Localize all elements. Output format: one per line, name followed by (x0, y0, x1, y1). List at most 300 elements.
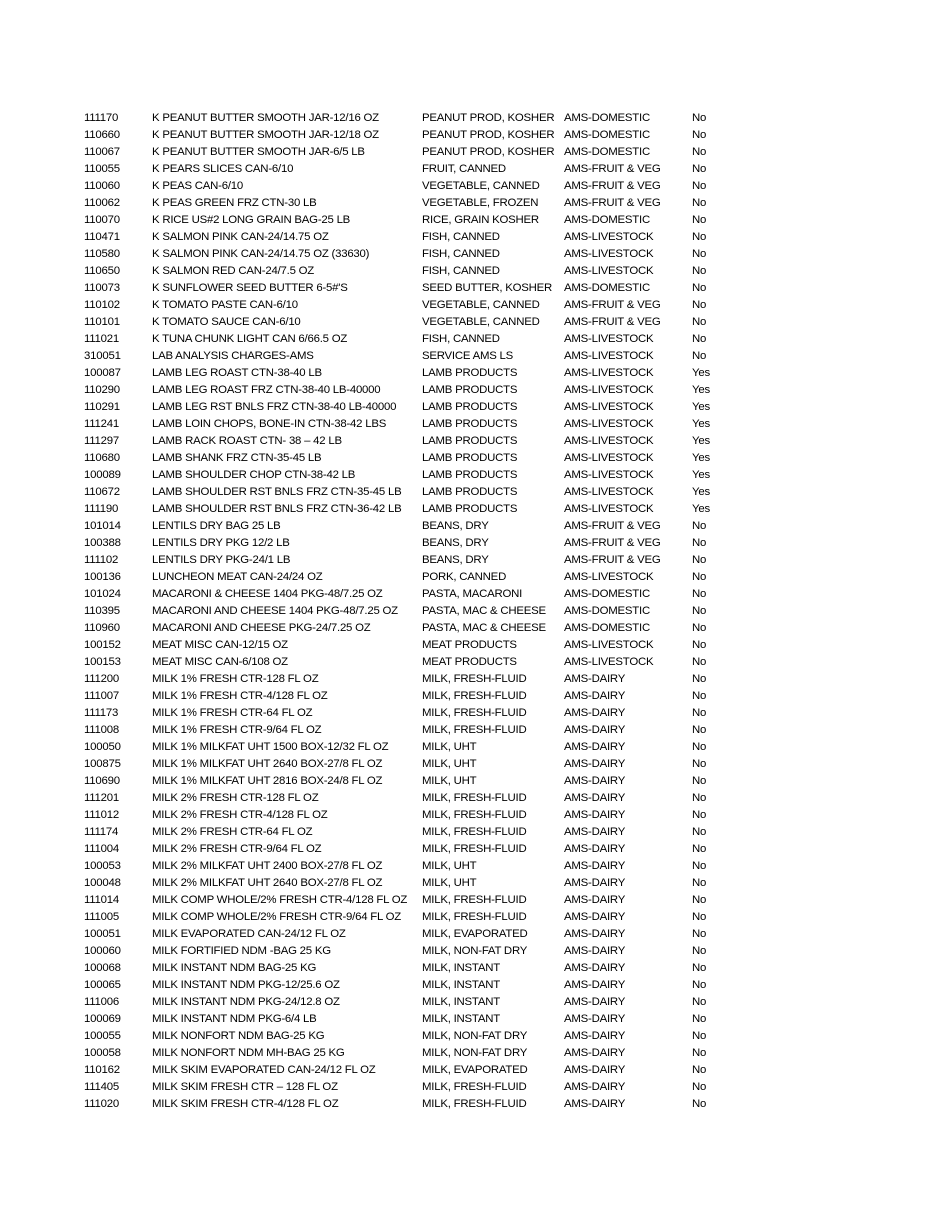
material-code-cell: 100053 (84, 860, 121, 872)
program-cell: AMS-LIVESTOCK (564, 571, 654, 583)
domestic-flag-cell: Yes (692, 486, 710, 498)
description-cell: MEAT MISC CAN-6/108 OZ (152, 656, 288, 668)
category-cell: VEGETABLE, CANNED (422, 299, 540, 311)
program-cell: AMS-DAIRY (564, 911, 626, 923)
domestic-flag-cell: Yes (692, 418, 710, 430)
domestic-flag-cell: No (692, 554, 707, 566)
table-row (84, 1028, 724, 1045)
description-cell: MILK 1% MILKFAT UHT 2816 BOX-24/8 FL OZ (152, 775, 383, 787)
domestic-flag-cell: No (692, 1030, 707, 1042)
category-cell: LAMB PRODUCTS (422, 452, 518, 464)
table-row (84, 637, 724, 654)
description-cell: LAMB RACK ROAST CTN- 38 – 42 LB (152, 435, 342, 447)
description-cell: MILK INSTANT NDM BAG-25 KG (152, 962, 317, 974)
table-row (84, 654, 724, 671)
table-row (84, 314, 724, 331)
description-cell: LAMB LOIN CHOPS, BONE-IN CTN-38-42 LBS (152, 418, 387, 430)
description-cell: MACARONI AND CHEESE 1404 PKG-48/7.25 OZ (152, 605, 398, 617)
material-code-cell: 101014 (84, 520, 121, 532)
material-code-cell: 111241 (84, 418, 119, 430)
table-row (84, 773, 724, 790)
description-cell: MILK 1% FRESH CTR-128 FL OZ (152, 673, 319, 685)
program-cell: AMS-LIVESTOCK (564, 384, 654, 396)
material-code-cell: 110062 (84, 197, 120, 209)
domestic-flag-cell: No (692, 775, 707, 787)
description-cell: LAMB SHOULDER RST BNLS FRZ CTN-35-45 LB (152, 486, 402, 498)
domestic-flag-cell: No (692, 724, 707, 736)
category-cell: PASTA, MAC & CHEESE (422, 605, 546, 617)
program-cell: AMS-DOMESTIC (564, 282, 650, 294)
description-cell: MILK 1% FRESH CTR-4/128 FL OZ (152, 690, 328, 702)
category-cell: MILK, UHT (422, 860, 477, 872)
domestic-flag-cell: No (692, 996, 707, 1008)
description-cell: MILK COMP WHOLE/2% FRESH CTR-4/128 FL OZ (152, 894, 408, 906)
material-code-cell: 110680 (84, 452, 120, 464)
material-code-cell: 111004 (84, 843, 119, 855)
program-cell: AMS-LIVESTOCK (564, 265, 654, 277)
material-code-cell: 111014 (84, 894, 119, 906)
material-code-cell: 111020 (84, 1098, 119, 1110)
category-cell: LAMB PRODUCTS (422, 418, 518, 430)
program-cell: AMS-LIVESTOCK (564, 231, 654, 243)
material-code-cell: 110395 (84, 605, 120, 617)
domestic-flag-cell: Yes (692, 367, 710, 379)
category-cell: MILK, UHT (422, 775, 477, 787)
description-cell: LAMB SHOULDER RST BNLS FRZ CTN-36-42 LB (152, 503, 402, 515)
material-code-cell: 110660 (84, 129, 120, 141)
table-row (84, 178, 724, 195)
table-row (84, 960, 724, 977)
domestic-flag-cell: No (692, 1081, 707, 1093)
category-cell: MILK, EVAPORATED (422, 928, 528, 940)
category-cell: PEANUT PROD, KOSHER (422, 146, 555, 158)
description-cell: K PEANUT BUTTER SMOOTH JAR-12/18 OZ (152, 129, 379, 141)
domestic-flag-cell: No (692, 1064, 707, 1076)
table-row (84, 331, 724, 348)
description-cell: K PEARS SLICES CAN-6/10 (152, 163, 294, 175)
table-row (84, 552, 724, 569)
program-cell: AMS-DAIRY (564, 928, 626, 940)
domestic-flag-cell: No (692, 248, 707, 260)
program-cell: AMS-FRUIT & VEG (564, 520, 661, 532)
table-row (84, 739, 724, 756)
domestic-flag-cell: No (692, 1098, 707, 1110)
category-cell: MEAT PRODUCTS (422, 639, 517, 651)
program-cell: AMS-LIVESTOCK (564, 418, 654, 430)
program-cell: AMS-LIVESTOCK (564, 401, 654, 413)
category-cell: BEANS, DRY (422, 554, 489, 566)
domestic-flag-cell: Yes (692, 435, 710, 447)
table-row (84, 501, 724, 518)
table-row (84, 161, 724, 178)
domestic-flag-cell: No (692, 894, 707, 906)
material-code-cell: 100060 (84, 945, 121, 957)
program-cell: AMS-DAIRY (564, 1081, 626, 1093)
description-cell: MILK 1% FRESH CTR-64 FL OZ (152, 707, 313, 719)
description-cell: K TOMATO PASTE CAN-6/10 (152, 299, 298, 311)
description-cell: MACARONI AND CHEESE PKG-24/7.25 OZ (152, 622, 371, 634)
table-row (84, 909, 724, 926)
category-cell: MEAT PRODUCTS (422, 656, 517, 668)
material-code-cell: 110290 (84, 384, 120, 396)
material-code-cell: 100051 (84, 928, 121, 940)
program-cell: AMS-DAIRY (564, 673, 626, 685)
program-cell: AMS-DAIRY (564, 962, 626, 974)
domestic-flag-cell: Yes (692, 469, 710, 481)
program-cell: AMS-DAIRY (564, 843, 626, 855)
table-row (84, 399, 724, 416)
material-code-cell: 100388 (84, 537, 121, 549)
category-cell: LAMB PRODUCTS (422, 367, 518, 379)
program-cell: AMS-DOMESTIC (564, 129, 650, 141)
material-code-cell: 100050 (84, 741, 121, 753)
material-code-cell: 100136 (84, 571, 121, 583)
category-cell: MILK, NON-FAT DRY (422, 1047, 528, 1059)
description-cell: MACARONI & CHEESE 1404 PKG-48/7.25 OZ (152, 588, 383, 600)
domestic-flag-cell: No (692, 146, 707, 158)
domestic-flag-cell: No (692, 911, 707, 923)
description-cell: MILK 2% MILKFAT UHT 2400 BOX-27/8 FL OZ (152, 860, 383, 872)
program-cell: AMS-DAIRY (564, 1013, 626, 1025)
domestic-flag-cell: No (692, 945, 707, 957)
description-cell: MILK NONFORT NDM BAG-25 KG (152, 1030, 325, 1042)
program-cell: AMS-DAIRY (564, 809, 626, 821)
category-cell: RICE, GRAIN KOSHER (422, 214, 539, 226)
description-cell: K SUNFLOWER SEED BUTTER 6-5#'S (152, 282, 348, 294)
material-code-cell: 111174 (84, 826, 119, 838)
domestic-flag-cell: No (692, 741, 707, 753)
description-cell: K RICE US#2 LONG GRAIN BAG-25 LB (152, 214, 351, 226)
domestic-flag-cell: No (692, 571, 707, 583)
program-cell: AMS-LIVESTOCK (564, 469, 654, 481)
material-code-cell: 110690 (84, 775, 120, 787)
description-cell: MILK 1% MILKFAT UHT 1500 BOX-12/32 FL OZ (152, 741, 389, 753)
category-cell: VEGETABLE, CANNED (422, 316, 540, 328)
material-code-cell: 111008 (84, 724, 119, 736)
category-cell: MILK, FRESH-FLUID (422, 809, 527, 821)
material-code-cell: 111405 (84, 1081, 119, 1093)
description-cell: K SALMON PINK CAN-24/14.75 OZ (152, 231, 329, 243)
table-row (84, 280, 724, 297)
domestic-flag-cell: No (692, 690, 707, 702)
description-cell: K SALMON PINK CAN-24/14.75 OZ (33630) (152, 248, 370, 260)
table-row (84, 620, 724, 637)
category-cell: FISH, CANNED (422, 333, 500, 345)
description-cell: LAB ANALYSIS CHARGES-AMS (152, 350, 314, 362)
domestic-flag-cell: No (692, 843, 707, 855)
program-cell: AMS-LIVESTOCK (564, 503, 654, 515)
table-row (84, 433, 724, 450)
domestic-flag-cell: No (692, 299, 707, 311)
table-row (84, 144, 724, 161)
description-cell: MILK FORTIFIED NDM -BAG 25 KG (152, 945, 331, 957)
table-row (84, 603, 724, 620)
table-row (84, 518, 724, 535)
program-cell: AMS-DAIRY (564, 945, 626, 957)
table-row (84, 467, 724, 484)
category-cell: PORK, CANNED (422, 571, 507, 583)
table-row (84, 535, 724, 552)
description-cell: K PEAS GREEN FRZ CTN-30 LB (152, 197, 317, 209)
program-cell: AMS-DAIRY (564, 741, 626, 753)
category-cell: MILK, FRESH-FLUID (422, 707, 527, 719)
program-cell: AMS-DAIRY (564, 996, 626, 1008)
description-cell: LUNCHEON MEAT CAN-24/24 OZ (152, 571, 323, 583)
description-cell: LAMB LEG RST BNLS FRZ CTN-38-40 LB-40000 (152, 401, 397, 413)
material-code-cell: 111006 (84, 996, 119, 1008)
table-row (84, 688, 724, 705)
material-code-cell: 100069 (84, 1013, 121, 1025)
program-cell: AMS-FRUIT & VEG (564, 299, 661, 311)
material-code-cell: 110291 (84, 401, 120, 413)
domestic-flag-cell: No (692, 792, 707, 804)
category-cell: MILK, NON-FAT DRY (422, 945, 528, 957)
program-cell: AMS-DAIRY (564, 1098, 626, 1110)
material-code-cell: 111012 (84, 809, 119, 821)
domestic-flag-cell: No (692, 877, 707, 889)
table-row (84, 790, 724, 807)
category-cell: PEANUT PROD, KOSHER (422, 112, 555, 124)
program-cell: AMS-DAIRY (564, 894, 626, 906)
table-row (84, 263, 724, 280)
material-code-cell: 111297 (84, 435, 119, 447)
material-code-cell: 111007 (84, 690, 119, 702)
description-cell: LENTILS DRY PKG 12/2 LB (152, 537, 290, 549)
table-row (84, 348, 724, 365)
domestic-flag-cell: No (692, 758, 707, 770)
table-row (84, 841, 724, 858)
material-code-cell: 110060 (84, 180, 120, 192)
table-row (84, 365, 724, 382)
description-cell: MILK 2% FRESH CTR-128 FL OZ (152, 792, 319, 804)
table-row (84, 1045, 724, 1062)
material-code-cell: 100058 (84, 1047, 121, 1059)
program-cell: AMS-FRUIT & VEG (564, 554, 661, 566)
material-code-cell: 100089 (84, 469, 121, 481)
description-cell: K PEANUT BUTTER SMOOTH JAR-12/16 OZ (152, 112, 379, 124)
description-cell: MILK INSTANT NDM PKG-12/25.6 OZ (152, 979, 340, 991)
description-cell: MILK 1% MILKFAT UHT 2640 BOX-27/8 FL OZ (152, 758, 383, 770)
program-cell: AMS-DAIRY (564, 792, 626, 804)
description-cell: MILK 2% MILKFAT UHT 2640 BOX-27/8 FL OZ (152, 877, 383, 889)
domestic-flag-cell: No (692, 316, 707, 328)
program-cell: AMS-FRUIT & VEG (564, 180, 661, 192)
table-row (84, 943, 724, 960)
description-cell: K TUNA CHUNK LIGHT CAN 6/66.5 OZ (152, 333, 348, 345)
table-row (84, 195, 724, 212)
material-code-cell: 100153 (84, 656, 121, 668)
material-code-cell: 100065 (84, 979, 121, 991)
table-row (84, 229, 724, 246)
category-cell: BEANS, DRY (422, 520, 489, 532)
material-code-cell: 100152 (84, 639, 121, 651)
table-row (84, 977, 724, 994)
category-cell: SEED BUTTER, KOSHER (422, 282, 552, 294)
table-row (84, 484, 724, 501)
program-cell: AMS-DOMESTIC (564, 588, 650, 600)
category-cell: MILK, FRESH-FLUID (422, 792, 527, 804)
domestic-flag-cell: No (692, 333, 707, 345)
description-cell: MILK EVAPORATED CAN-24/12 FL OZ (152, 928, 346, 940)
category-cell: MILK, INSTANT (422, 996, 500, 1008)
domestic-flag-cell: No (692, 707, 707, 719)
material-code-cell: 110070 (84, 214, 120, 226)
description-cell: K PEANUT BUTTER SMOOTH JAR-6/5 LB (152, 146, 365, 158)
program-cell: AMS-LIVESTOCK (564, 367, 654, 379)
material-code-cell: 110672 (84, 486, 120, 498)
table-row (84, 671, 724, 688)
material-code-cell: 110101 (84, 316, 120, 328)
category-cell: MILK, FRESH-FLUID (422, 673, 527, 685)
description-cell: MILK 2% FRESH CTR-9/64 FL OZ (152, 843, 322, 855)
table-row (84, 824, 724, 841)
material-code-cell: 111201 (84, 792, 119, 804)
category-cell: LAMB PRODUCTS (422, 401, 518, 413)
domestic-flag-cell: No (692, 129, 707, 141)
program-cell: AMS-DAIRY (564, 826, 626, 838)
material-code-cell: 100048 (84, 877, 121, 889)
category-cell: FRUIT, CANNED (422, 163, 506, 175)
domestic-flag-cell: No (692, 656, 707, 668)
description-cell: MILK INSTANT NDM PKG-6/4 LB (152, 1013, 317, 1025)
domestic-flag-cell: Yes (692, 503, 710, 515)
material-code-cell: 111005 (84, 911, 119, 923)
program-cell: AMS-FRUIT & VEG (564, 163, 661, 175)
description-cell: MILK COMP WHOLE/2% FRESH CTR-9/64 FL OZ (152, 911, 402, 923)
table-row (84, 892, 724, 909)
table-row (84, 450, 724, 467)
material-code-cell: 110471 (84, 231, 120, 243)
program-cell: AMS-FRUIT & VEG (564, 537, 661, 549)
material-code-cell: 110580 (84, 248, 120, 260)
program-cell: AMS-DOMESTIC (564, 112, 650, 124)
category-cell: LAMB PRODUCTS (422, 469, 518, 481)
table-row (84, 722, 724, 739)
program-cell: AMS-FRUIT & VEG (564, 316, 661, 328)
program-cell: AMS-DAIRY (564, 860, 626, 872)
category-cell: MILK, UHT (422, 758, 477, 770)
table-row (84, 297, 724, 314)
description-cell: K SALMON RED CAN-24/7.5 OZ (152, 265, 315, 277)
description-cell: K PEAS CAN-6/10 (152, 180, 244, 192)
domestic-flag-cell: No (692, 605, 707, 617)
category-cell: MILK, FRESH-FLUID (422, 690, 527, 702)
category-cell: MILK, INSTANT (422, 1013, 500, 1025)
product-table (84, 110, 724, 1113)
category-cell: MILK, FRESH-FLUID (422, 911, 527, 923)
program-cell: AMS-LIVESTOCK (564, 248, 654, 260)
program-cell: AMS-DOMESTIC (564, 214, 650, 226)
program-cell: AMS-LIVESTOCK (564, 656, 654, 668)
domestic-flag-cell: No (692, 860, 707, 872)
program-cell: AMS-DOMESTIC (564, 605, 650, 617)
category-cell: MILK, INSTANT (422, 979, 500, 991)
description-cell: LENTILS DRY BAG 25 LB (152, 520, 281, 532)
program-cell: AMS-DAIRY (564, 1064, 626, 1076)
material-code-cell: 111190 (84, 503, 119, 515)
program-cell: AMS-LIVESTOCK (564, 639, 654, 651)
table-row (84, 1011, 724, 1028)
program-cell: AMS-LIVESTOCK (564, 333, 654, 345)
material-code-cell: 110960 (84, 622, 120, 634)
category-cell: VEGETABLE, CANNED (422, 180, 540, 192)
domestic-flag-cell: No (692, 928, 707, 940)
domestic-flag-cell: Yes (692, 401, 710, 413)
program-cell: AMS-DAIRY (564, 877, 626, 889)
table-row (84, 858, 724, 875)
table-row (84, 110, 724, 127)
material-code-cell: 100068 (84, 962, 121, 974)
category-cell: MILK, FRESH-FLUID (422, 826, 527, 838)
table-row (84, 994, 724, 1011)
material-code-cell: 110055 (84, 163, 120, 175)
program-cell: AMS-DAIRY (564, 758, 626, 770)
material-code-cell: 100055 (84, 1030, 121, 1042)
description-cell: MILK NONFORT NDM MH-BAG 25 KG (152, 1047, 345, 1059)
table-row (84, 212, 724, 229)
program-cell: AMS-FRUIT & VEG (564, 197, 661, 209)
description-cell: MILK SKIM FRESH CTR – 128 FL OZ (152, 1081, 338, 1093)
description-cell: MILK SKIM FRESH CTR-4/128 FL OZ (152, 1098, 339, 1110)
category-cell: MILK, FRESH-FLUID (422, 894, 527, 906)
program-cell: AMS-DAIRY (564, 707, 626, 719)
category-cell: FISH, CANNED (422, 248, 500, 260)
product-listing (84, 110, 724, 1113)
description-cell: LAMB LEG ROAST FRZ CTN-38-40 LB-40000 (152, 384, 381, 396)
program-cell: AMS-LIVESTOCK (564, 486, 654, 498)
description-cell: LENTILS DRY PKG-24/1 LB (152, 554, 291, 566)
material-code-cell: 101024 (84, 588, 121, 600)
material-code-cell: 100875 (84, 758, 121, 770)
material-code-cell: 111173 (84, 707, 119, 719)
program-cell: AMS-DAIRY (564, 690, 626, 702)
domestic-flag-cell: No (692, 673, 707, 685)
program-cell: AMS-DAIRY (564, 775, 626, 787)
domestic-flag-cell: No (692, 231, 707, 243)
category-cell: MILK, EVAPORATED (422, 1064, 528, 1076)
category-cell: MILK, FRESH-FLUID (422, 1081, 527, 1093)
category-cell: MILK, NON-FAT DRY (422, 1030, 528, 1042)
program-cell: AMS-DAIRY (564, 1047, 626, 1059)
category-cell: LAMB PRODUCTS (422, 435, 518, 447)
category-cell: MILK, FRESH-FLUID (422, 1098, 527, 1110)
material-code-cell: 110067 (84, 146, 120, 158)
domestic-flag-cell: No (692, 197, 707, 209)
description-cell: LAMB SHOULDER CHOP CTN-38-42 LB (152, 469, 356, 481)
category-cell: LAMB PRODUCTS (422, 503, 518, 515)
category-cell: PASTA, MACARONI (422, 588, 523, 600)
table-row (84, 127, 724, 144)
material-code-cell: 111170 (84, 112, 119, 124)
domestic-flag-cell: No (692, 979, 707, 991)
category-cell: VEGETABLE, FROZEN (422, 197, 539, 209)
material-code-cell: 310051 (84, 350, 121, 362)
description-cell: LAMB LEG ROAST CTN-38-40 LB (152, 367, 322, 379)
domestic-flag-cell: No (692, 1013, 707, 1025)
description-cell: MILK SKIM EVAPORATED CAN-24/12 FL OZ (152, 1064, 376, 1076)
description-cell: MILK INSTANT NDM PKG-24/12.8 OZ (152, 996, 340, 1008)
table-row (84, 246, 724, 263)
table-row (84, 926, 724, 943)
category-cell: BEANS, DRY (422, 537, 489, 549)
domestic-flag-cell: No (692, 163, 707, 175)
program-cell: AMS-DAIRY (564, 979, 626, 991)
domestic-flag-cell: No (692, 265, 707, 277)
category-cell: SERVICE AMS LS (422, 350, 514, 362)
domestic-flag-cell: No (692, 282, 707, 294)
domestic-flag-cell: No (692, 537, 707, 549)
domestic-flag-cell: Yes (692, 452, 710, 464)
